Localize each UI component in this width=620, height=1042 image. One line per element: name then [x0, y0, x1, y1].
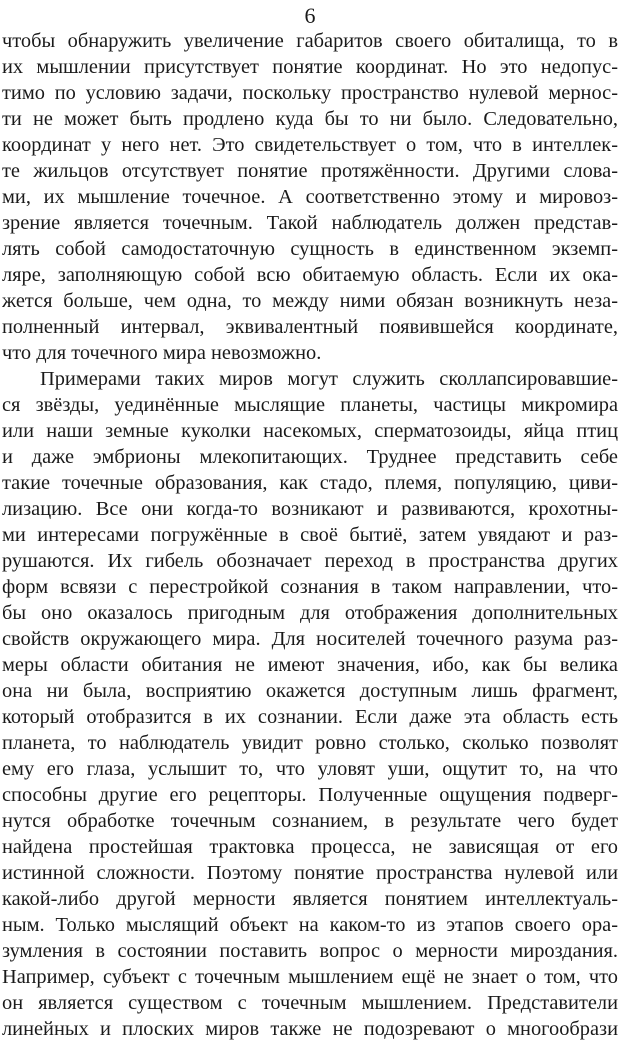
- text-line: рушаются. Их гибель обозначает переход в пространства других: [2, 550, 618, 572]
- text-line: найдена простейшая трактовка процесса, не зависящая от его: [2, 836, 618, 858]
- text-line: полненный интервал, эквивалентный появившейся координате,: [2, 316, 618, 338]
- text-line: зумления в состоянии поставить вопрос о мерности мироздания.: [2, 940, 618, 962]
- text-line: что для точечного мира невозможно.: [2, 342, 322, 364]
- text-line: ным. Только мыслящий объект на каком-то из этапов своего ора-: [2, 914, 618, 936]
- text-line: чтобы обнаружить увеличение габаритов своего обиталища, то в: [2, 30, 618, 52]
- text-line: координат у него нет. Это свидетельствует о том, что в интеллек-: [2, 134, 618, 156]
- text-line: те жильцов отсутствует понятие протяжённости. Другими слова-: [2, 160, 618, 182]
- text-line: меры области обитания не имеют значения, ибо, как бы велика: [2, 654, 618, 676]
- text-line: какой-либо другой мерности является понятием интеллектуаль-: [2, 888, 618, 910]
- text-line: линейных и плоских миров также не подозревают о многообрази: [2, 1018, 618, 1040]
- text-line: тимо по условию задачи, поскольку пространство нулевой мернос-: [2, 82, 618, 104]
- text-line: или наши земные куколки насекомых, сперматозоиды, яйца птиц: [2, 420, 618, 442]
- paragraph: [2, 28, 618, 366]
- text-line: планета, то наблюдатель увидит ровно столько, сколько позволят: [2, 732, 618, 754]
- text-line: он является существом с точечным мышлением. Представители: [2, 992, 618, 1014]
- text-line: она ни была, восприятию окажется доступным лишь фрагмент,: [2, 680, 618, 702]
- text-line: ми, их мышление точечное. А соответственно этому и мировоз-: [2, 186, 618, 208]
- text-line: ти не может быть продлено куда бы то ни было. Следовательно,: [2, 108, 618, 130]
- text-line: лять собой самодостаточную сущность в единственном экземп-: [2, 238, 618, 260]
- body-text: [2, 28, 618, 1042]
- text-line: нутся обработке точечным сознанием, в результате чего будет: [2, 810, 618, 832]
- text-line: истинной сложности. Поэтому понятие пространства нулевой или: [2, 862, 618, 884]
- text-line: их мышлении присутствует понятие координат. Но это недопус-: [2, 56, 618, 78]
- text-line: ся звёзды, уединённые мыслящие планеты, частицы микромира: [2, 394, 618, 416]
- text-line: свойств окружающего мира. Для носителей точечного разума раз-: [2, 628, 618, 650]
- text-line: ляре, заполняющую собой всю обитаемую область. Если их ока-: [2, 264, 618, 286]
- text-line: форм всвязи с перестройкой сознания в таком направлении, что-: [2, 576, 618, 598]
- text-line: такие точечные образования, как стадо, племя, популяцию, циви-: [2, 472, 618, 494]
- page-number: 6: [304, 3, 316, 28]
- text-line: Например, субъект с точечным мышлением ещё не знает о том, что: [2, 966, 618, 988]
- text-line: лизацию. Все они когда-то возникают и развиваются, крохотны-: [2, 498, 618, 520]
- text-line: ми интересами погружённые в своё бытиё, затем увядают и раз-: [2, 524, 618, 546]
- text-line: который отобразится в их сознании. Если даже эта область есть: [2, 706, 618, 728]
- text-line: и даже эмбрионы млекопитающих. Труднее представить себе: [2, 446, 618, 468]
- text-line: Примерами таких миров могут служить сколлапсировавшие-: [40, 368, 618, 390]
- paragraph: [2, 366, 618, 1042]
- text-line: бы оно оказалось пригодным для отображения дополнительных: [2, 602, 618, 624]
- text-line: зрение является точечным. Такой наблюдатель должен представ-: [2, 212, 618, 234]
- text-line: ему его глаза, услышит то, что уловят уши, ощутит то, на что: [2, 758, 618, 780]
- text-line: способны другие его рецепторы. Полученные ощущения подверг-: [2, 784, 618, 806]
- text-line: жется больше, чем одна, то между ними обязан возникнуть неза-: [2, 290, 618, 312]
